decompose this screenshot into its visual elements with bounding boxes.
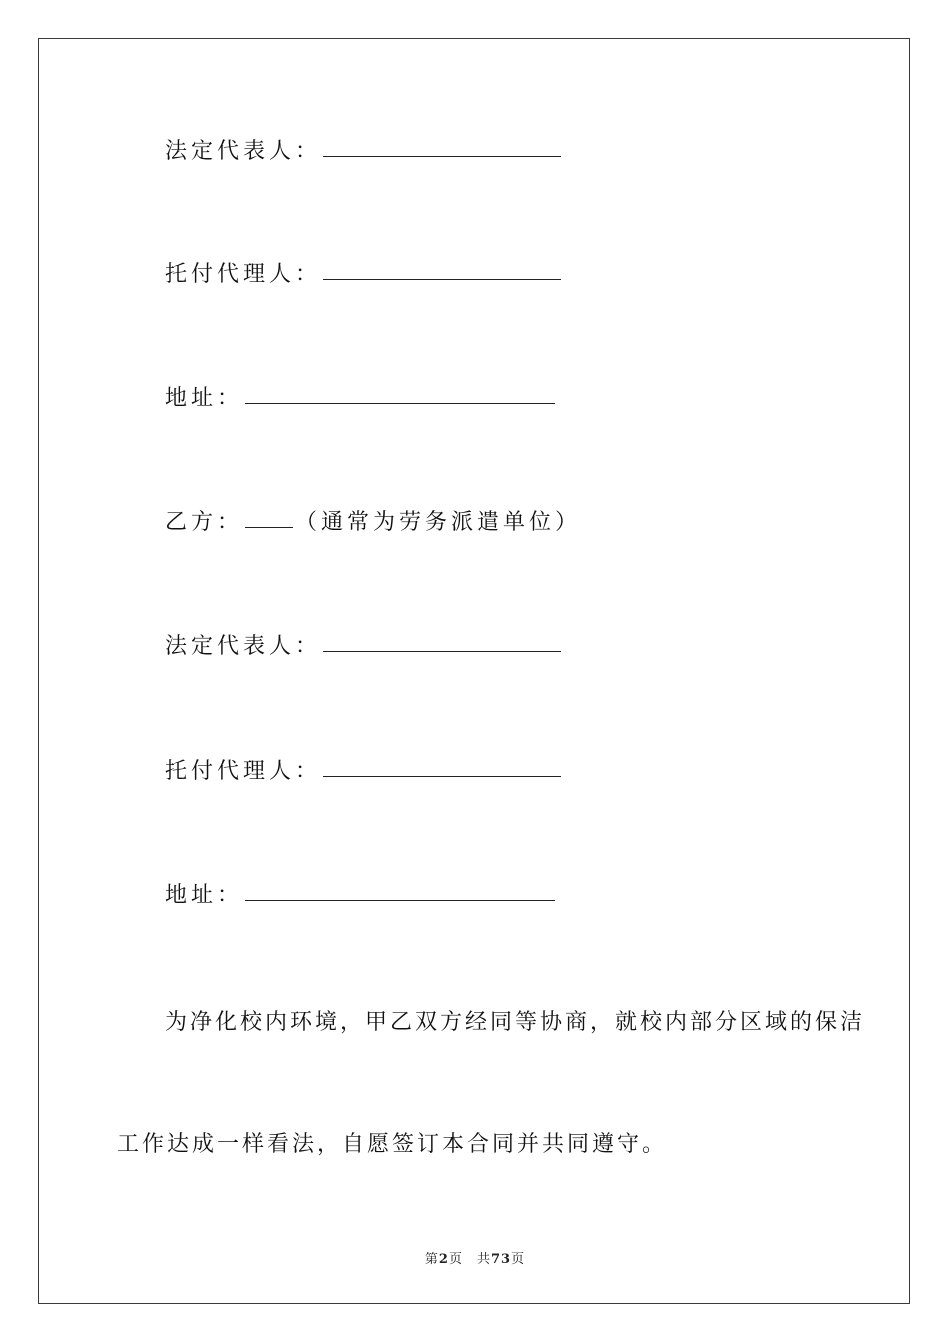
body-paragraph-line-2: 工作达成一样看法，自愿签订本合同并共同遵守。 (117, 1132, 668, 1157)
address-label: 地址： (165, 883, 244, 908)
legal-rep-blank (323, 155, 561, 157)
current-page-number: 2 (438, 1252, 449, 1267)
footer-page-suffix: 页 (448, 1252, 463, 1267)
page-footer (0, 1248, 950, 1267)
legal-rep-blank (323, 650, 561, 652)
party-a-agent-row (165, 260, 561, 290)
body-paragraph-line-1: 为净化校内环境，甲乙双方经同等协商，就校内部分区域的保洁 (165, 1010, 866, 1035)
agent-label: 托付代理人： (165, 262, 322, 287)
party-b-note: （通常为劳务派遣单位） (295, 510, 582, 535)
party-a-legal-rep-row (165, 137, 561, 167)
party-b-label: 乙方： (165, 510, 244, 535)
footer-total-suffix: 页 (511, 1252, 526, 1267)
party-b-row (165, 508, 581, 538)
footer-total-prefix: 共 (476, 1252, 491, 1267)
party-b-blank (245, 526, 293, 528)
address-blank (245, 402, 555, 404)
party-b-address-row (165, 881, 555, 911)
agent-blank (323, 775, 561, 777)
agent-label: 托付代理人： (165, 759, 322, 784)
footer-prefix: 第 (424, 1252, 439, 1267)
agent-blank (323, 278, 561, 280)
legal-rep-label: 法定代表人： (165, 139, 322, 164)
address-blank (245, 899, 555, 901)
page-border (38, 38, 910, 1304)
legal-rep-label: 法定代表人： (165, 634, 322, 659)
party-a-address-row (165, 384, 555, 414)
total-pages-number: 73 (490, 1252, 512, 1267)
party-b-agent-row (165, 757, 561, 787)
address-label: 地址： (165, 386, 244, 411)
party-b-legal-rep-row (165, 632, 561, 662)
